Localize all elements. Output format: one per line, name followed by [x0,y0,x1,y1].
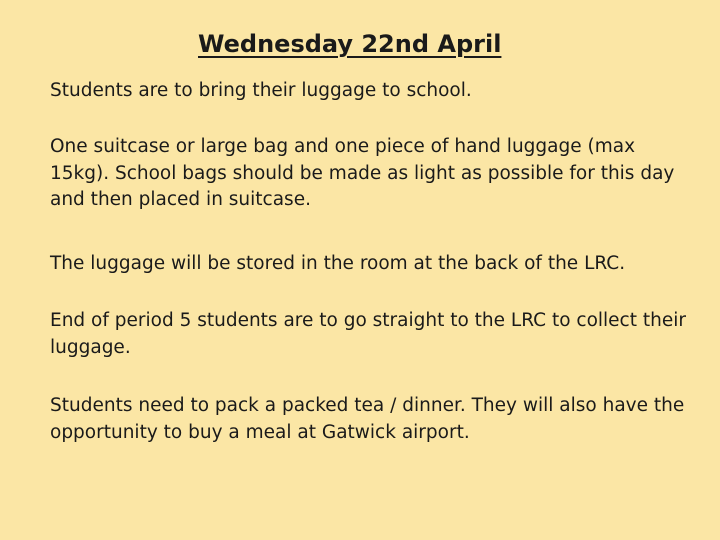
paragraph-bring-luggage: Students are to bring their luggage to school. [50,80,472,101]
paragraph-luggage-allowance: One suitcase or large bag and one piece of hand luggage (max 15kg). School bags should be made as light as possible for this day and then placed in suitcase. [50,136,675,210]
paragraph-packed-tea: Students need to pack a packed tea / dinner. They will also have the opportunity to buy a meal at Gatwick airport. [50,395,685,443]
paragraph-collect-luggage: End of period 5 students are to go straight to the LRC to collect their luggage. [50,310,686,358]
slide-title: Wednesday 22nd April [198,30,502,58]
paragraph-luggage-storage: The luggage will be stored in the room at the back of the LRC. [50,253,626,274]
